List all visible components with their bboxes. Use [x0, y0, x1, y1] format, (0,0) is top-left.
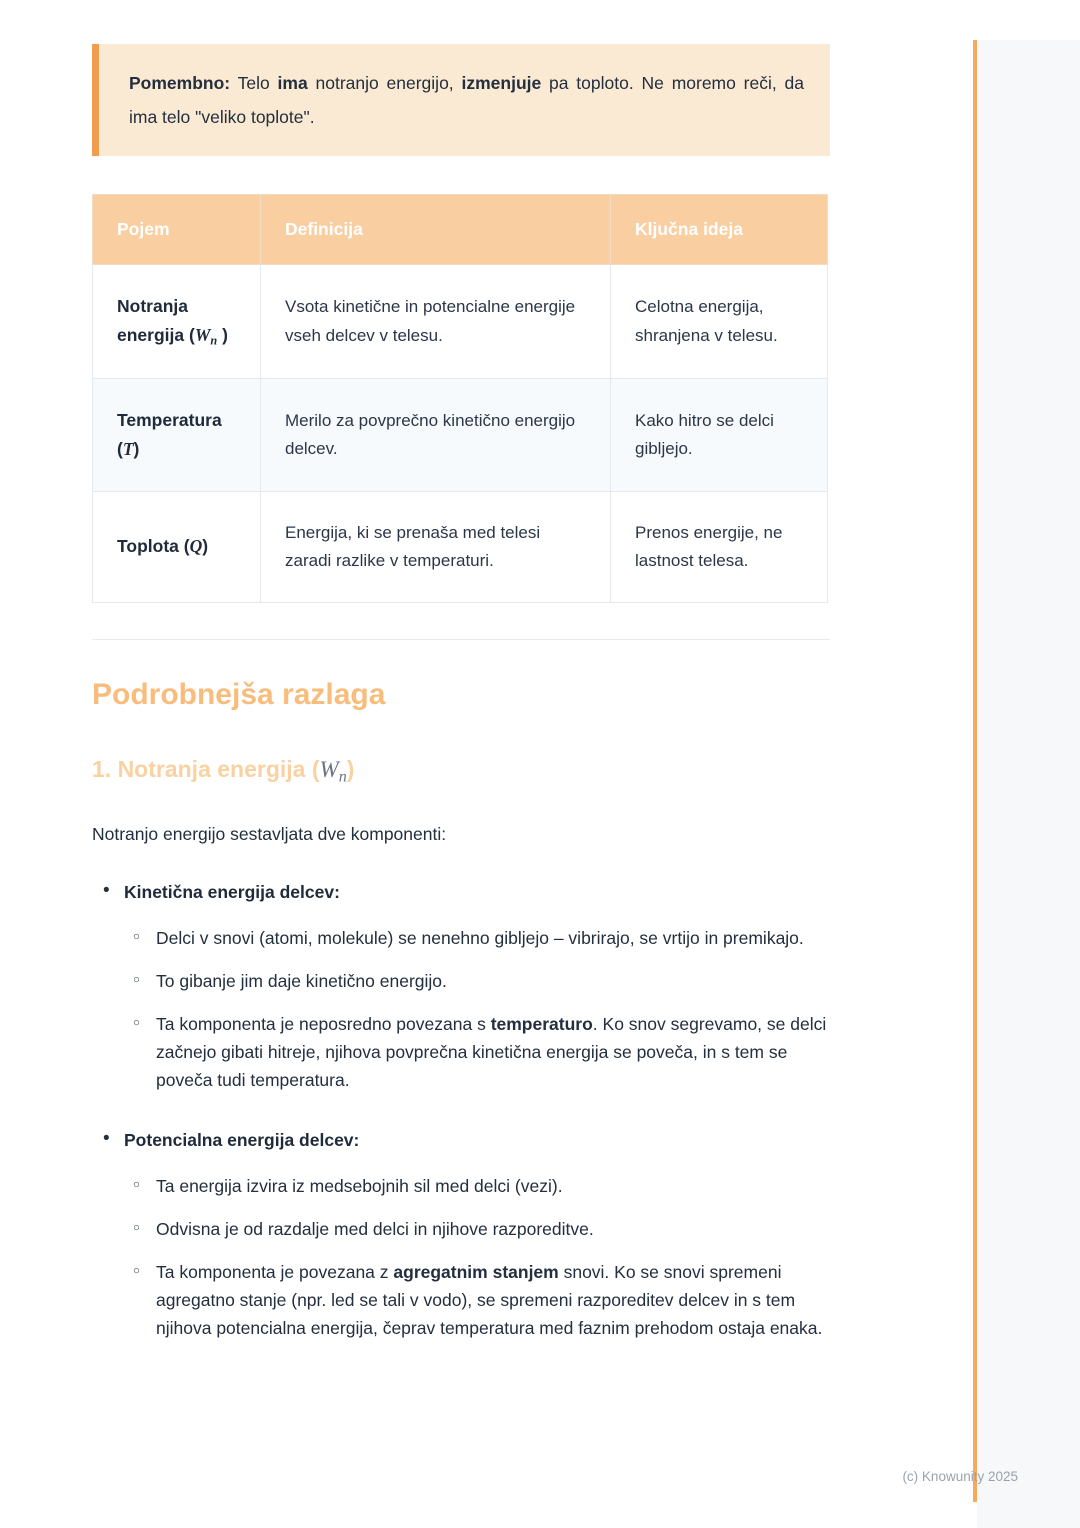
cell-ideja-temperatura: Kako hitro se delci gibljejo. [611, 378, 828, 491]
list-item-body [124, 878, 830, 1094]
table-row [93, 378, 828, 491]
table-row [93, 265, 828, 379]
list-label-kineticna: Kinetična energija delcev: [124, 882, 340, 903]
sub-list-item [124, 1172, 830, 1200]
table-header-pojem: Pojem [93, 195, 261, 265]
callout-text: Pomembno: Telo ima notranjo energijo, izmenjuje pa toploto. Ne moremo reči, da ima telo "veliko toplote". [129, 73, 805, 128]
cell-ideja-notranja-energija: Celotna energija, shranjena v telesu. [611, 265, 828, 379]
sub-item-text: Ta komponenta je neposredno povezana s temperaturo. Ko snov segrevamo, se delci začnejo gibati hitreje, njihova povprečna kinetična energija se poveča, in s tem se poveča tudi temperatura. [156, 1014, 827, 1091]
sub-item-text: Delci v snovi (atomi, molekule) se nenehno gibljejo – vibrirajo, se vrtijo in premikajo. [156, 928, 804, 949]
potencialna-sublist [124, 1172, 830, 1342]
circle-bullet-icon: ○ [133, 1179, 140, 1192]
important-callout [92, 44, 830, 156]
section-divider [92, 639, 830, 640]
circle-bullet-icon: ○ [133, 1265, 140, 1278]
cell-definicija-notranja-energija: Vsota kinetične in potencialne energije vseh delcev v telesu. [261, 265, 611, 379]
intro-paragraph: Notranjo energijo sestavljata dve komponenti: [92, 824, 447, 845]
sub-list-item [124, 924, 830, 952]
cell-ideja-toplota: Prenos energije, ne lastnost telesa. [611, 491, 828, 602]
table-header-row [93, 195, 828, 265]
sub-heading-notranja-energija: 1. Notranja energija (Wn) [92, 755, 355, 786]
circle-bullet-icon: ○ [133, 1222, 140, 1235]
table-header-kljucna-ideja: Ključna ideja [611, 195, 828, 265]
bullet-icon: • [103, 880, 110, 902]
concepts-table [92, 194, 828, 602]
sub-item-text: To gibanje jim daje kinetično energijo. [156, 971, 447, 992]
list-item-kineticna [92, 878, 830, 1094]
sub-list-item [124, 1258, 830, 1342]
table-row [93, 491, 828, 602]
cell-definicija-toplota: Energija, ki se prenaša med telesi zaradi razlike v temperaturi. [261, 491, 611, 602]
sub-list-item [124, 1010, 830, 1094]
sub-item-text: Odvisna je od razdalje med delci in njihove razporeditve. [156, 1219, 594, 1240]
cell-definicija-temperatura: Merilo za povprečno kinetično energijo delcev. [261, 378, 611, 491]
sub-item-text: Ta energija izvira iz medsebojnih sil med delci (vezi). [156, 1176, 563, 1197]
components-list [92, 878, 830, 1342]
list-item-potencialna [92, 1126, 830, 1342]
cell-pojem-toplota: Toplota (Q) [93, 491, 261, 602]
circle-bullet-icon: ○ [133, 931, 140, 944]
viewer-background-strip [977, 40, 1080, 1528]
sub-list-item [124, 1215, 830, 1243]
cell-pojem-notranja-energija: Notranja energija (Wn ) [93, 265, 261, 379]
copyright-watermark: (c) Knowunity 2025 [902, 1469, 1018, 1484]
circle-bullet-icon: ○ [133, 1017, 140, 1030]
page-edge-accent-line [973, 40, 977, 1502]
cell-pojem-temperatura: Temperatura (T) [93, 378, 261, 491]
document-page [92, 0, 830, 1342]
circle-bullet-icon: ○ [133, 974, 140, 987]
sub-item-text: Ta komponenta je povezana z agregatnim stanjem snovi. Ko se snovi spremeni agregatno stanje (npr. led se tali v vodo), se spremeni razporeditev delcev in s tem njihova potencialna energija, čeprav temperatura med faznim prehodom ostaja enaka. [156, 1262, 823, 1339]
section-heading: Podrobnejša razlaga [92, 677, 386, 711]
sub-list-item [124, 967, 830, 995]
list-item-body [124, 1126, 830, 1342]
table-header-definicija: Definicija [261, 195, 611, 265]
bullet-icon: • [103, 1128, 110, 1150]
list-label-potencialna: Potencialna energija delcev: [124, 1130, 360, 1151]
kineticna-sublist [124, 924, 830, 1094]
